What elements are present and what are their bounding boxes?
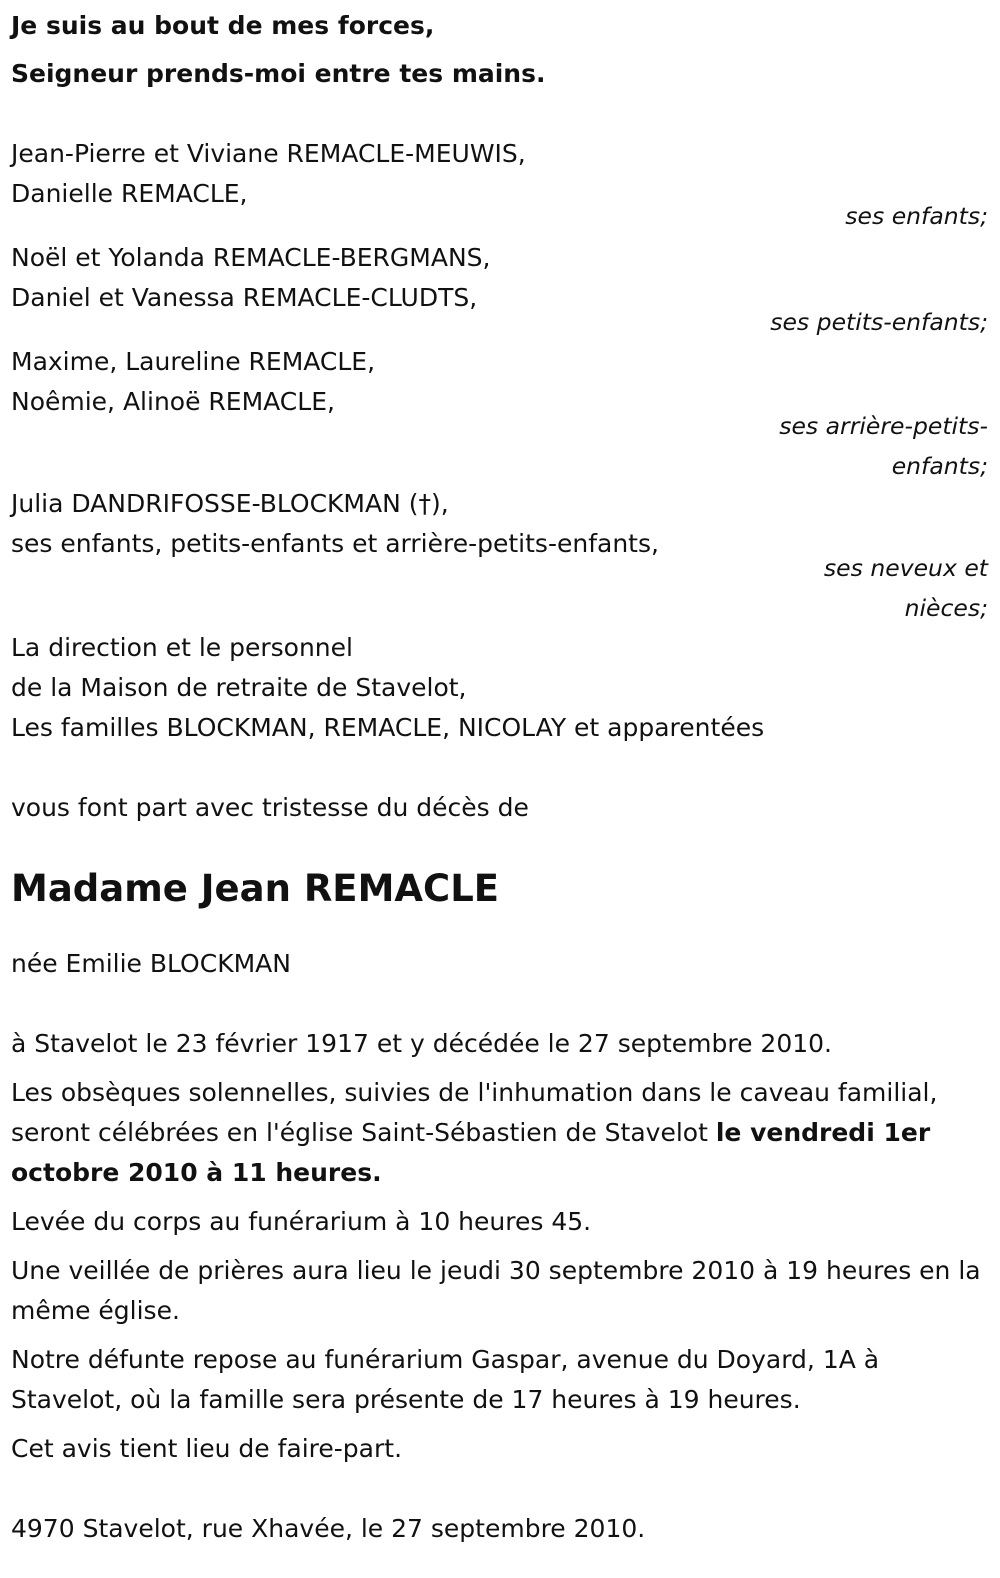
repose-text: Notre défunte repose au funérarium Gaspar, avenue du Doyard, 1A à Stavelot, où la famille sera présente de 17 heures à 19 heures.: [11, 1345, 880, 1414]
relation-line: enfants;: [891, 452, 988, 480]
announcement-text: vous font part avec tristesse du décès de: [11, 793, 529, 822]
institution-line-2: de la Maison de retraite de Stavelot,: [11, 673, 467, 702]
epigraph-line-1: Je suis au bout de mes forces,: [11, 11, 435, 40]
funeral-date: le vendredi 1er octobre 2010 à 11 heures.: [11, 1118, 931, 1187]
address-date-text: 4970 Stavelot, rue Xhavée, le 27 septembre 2010.: [11, 1514, 646, 1543]
veillee-text: Une veillée de prières aura lieu le jeudi 30 septembre 2010 à 19 heures en la même église.: [11, 1256, 981, 1325]
relation-line: ses arrière-petits-: [779, 412, 988, 440]
family-name-line: Danielle REMACLE,: [11, 179, 248, 208]
institution-line-1: La direction et le personnel: [11, 633, 353, 662]
relation-line: ses petits-enfants;: [770, 308, 988, 336]
faire-part-text: Cet avis tient lieu de faire-part.: [11, 1434, 403, 1463]
deceased-name: Madame Jean REMACLE: [11, 867, 500, 910]
family-name-line: Noël et Yolanda REMACLE-BERGMANS,: [11, 243, 491, 272]
family-group-nephews-nieces: [11, 484, 986, 628]
family-group-great-grandchildren: [11, 342, 986, 486]
levee-text: Levée du corps au funérarium à 10 heures 45.: [11, 1207, 592, 1236]
family-name-line: ses enfants, petits-enfants et arrière-petits-enfants,: [11, 529, 659, 558]
born-name: née Emilie BLOCKMAN: [11, 949, 291, 978]
relation-line: nièces;: [904, 594, 988, 622]
family-name-line: Daniel et Vanessa REMACLE-CLUDTS,: [11, 283, 478, 312]
family-name-line: Maxime, Laureline REMACLE,: [11, 347, 376, 376]
institution-line-3: Les familles BLOCKMAN, REMACLE, NICOLAY et apparentées: [11, 713, 765, 742]
relation-line: ses enfants;: [845, 202, 988, 230]
family-group-children: [11, 134, 986, 236]
family-name-line: Julia DANDRIFOSSE-BLOCKMAN (†),: [11, 489, 449, 518]
epigraph-line-2: Seigneur prends-moi entre tes mains.: [11, 59, 546, 88]
funeral-paragraph: [11, 1073, 986, 1193]
birth-death-text: à Stavelot le 23 février 1917 et y décédée le 27 septembre 2010.: [11, 1029, 832, 1058]
family-name-line: Jean-Pierre et Viviane REMACLE-MEUWIS,: [11, 139, 526, 168]
family-name-line: Noêmie, Alinoë REMACLE,: [11, 387, 335, 416]
institution-block: [11, 628, 986, 748]
relation-line: ses neveux et: [823, 554, 988, 582]
epigraph: [11, 6, 986, 102]
funeral-text: Les obsèques solennelles, suivies de l'inhumation dans le caveau familial, seront célébrées en l'église Saint-Sébastien de Stavelot: [11, 1078, 938, 1147]
family-group-grandchildren: [11, 238, 986, 342]
